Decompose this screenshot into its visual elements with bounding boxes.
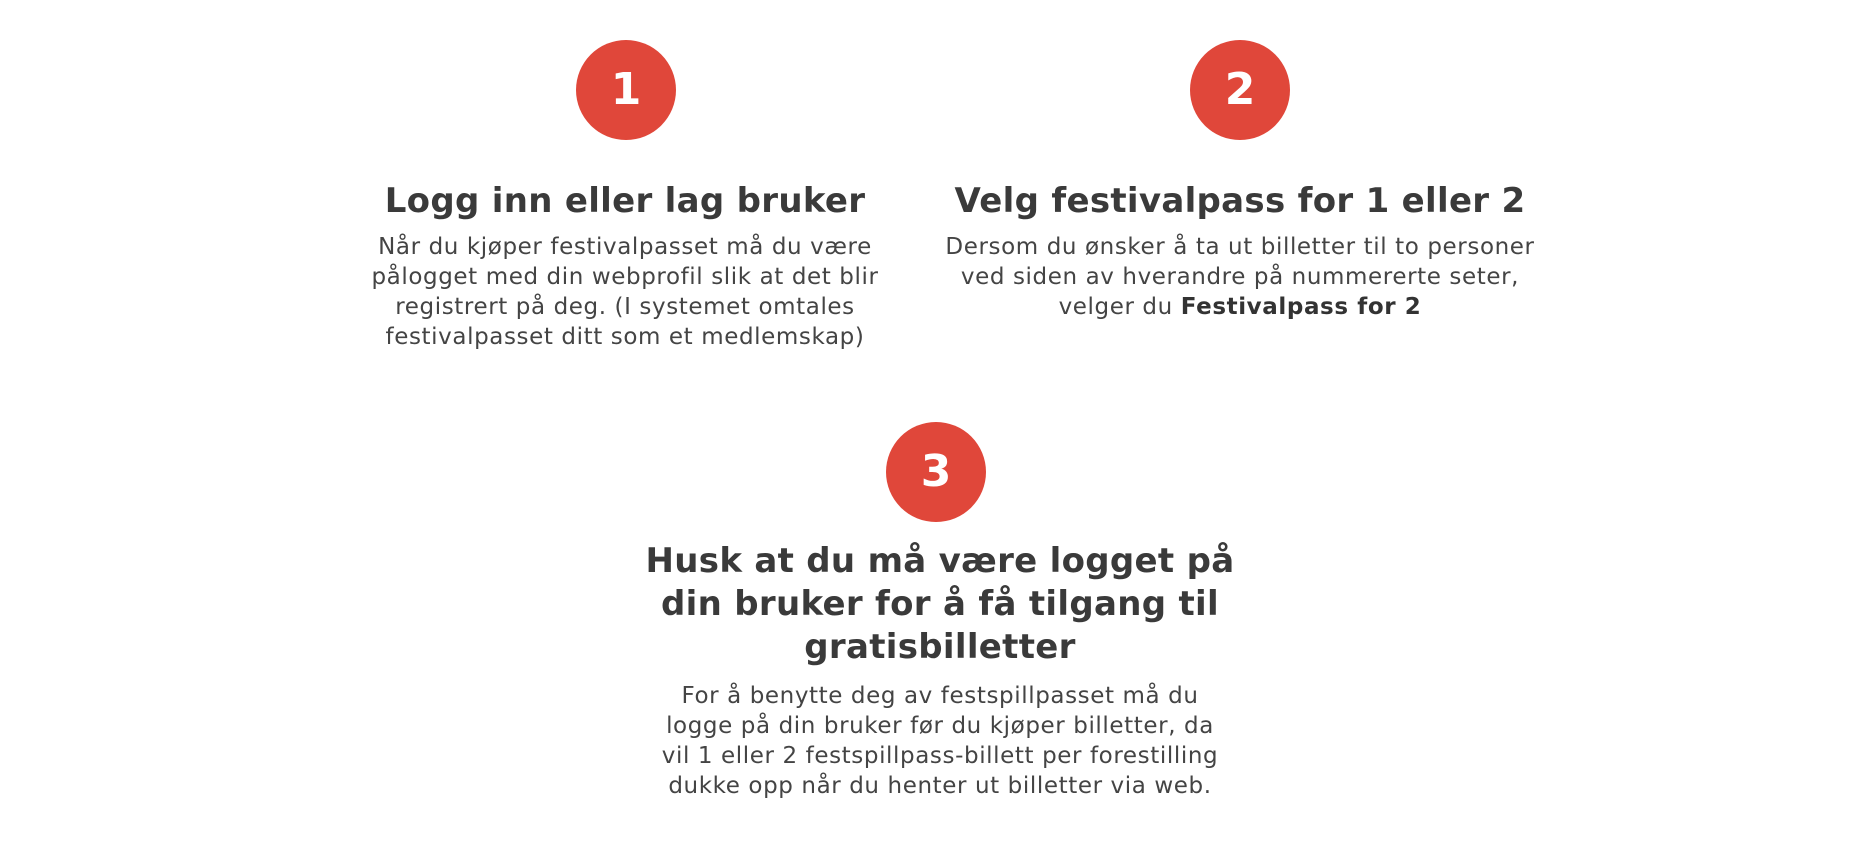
step-title: Velg festivalpass for 1 eller 2 [954,181,1526,221]
step-description: For å benytte deg av festspillpasset må du logge på din bruker før du kjøper billetter, da vil 1 eller 2 festspillpass-billett per forestilling dukke opp når du henter ut billetter via web. [661,683,1219,799]
step-description-emphasis: Festivalpass for 2 [1180,294,1422,320]
step-3 [640,422,1240,801]
step-number-badge: 1 [576,40,676,140]
step-description: Når du kjøper festivalpasset må du være pålogget med din webprofil slik at det blir registrert på deg. (I systemet omtales festivalpasset ditt som et medlemskap) [371,234,879,350]
step-1 [345,40,905,352]
step-description [940,232,1540,322]
step-description-text: Dersom du ønsker å ta ut billetter til to personer ved siden av hverandre på nummererte seter, velger du [945,234,1535,320]
step-number-badge: 2 [1190,40,1290,140]
step-title: Husk at du må være logget på din bruker for å få tilgang til gratisbilletter [645,541,1235,667]
step-title: Logg inn eller lag bruker [384,181,866,221]
step-2 [940,40,1540,322]
step-number-badge: 3 [886,422,986,522]
